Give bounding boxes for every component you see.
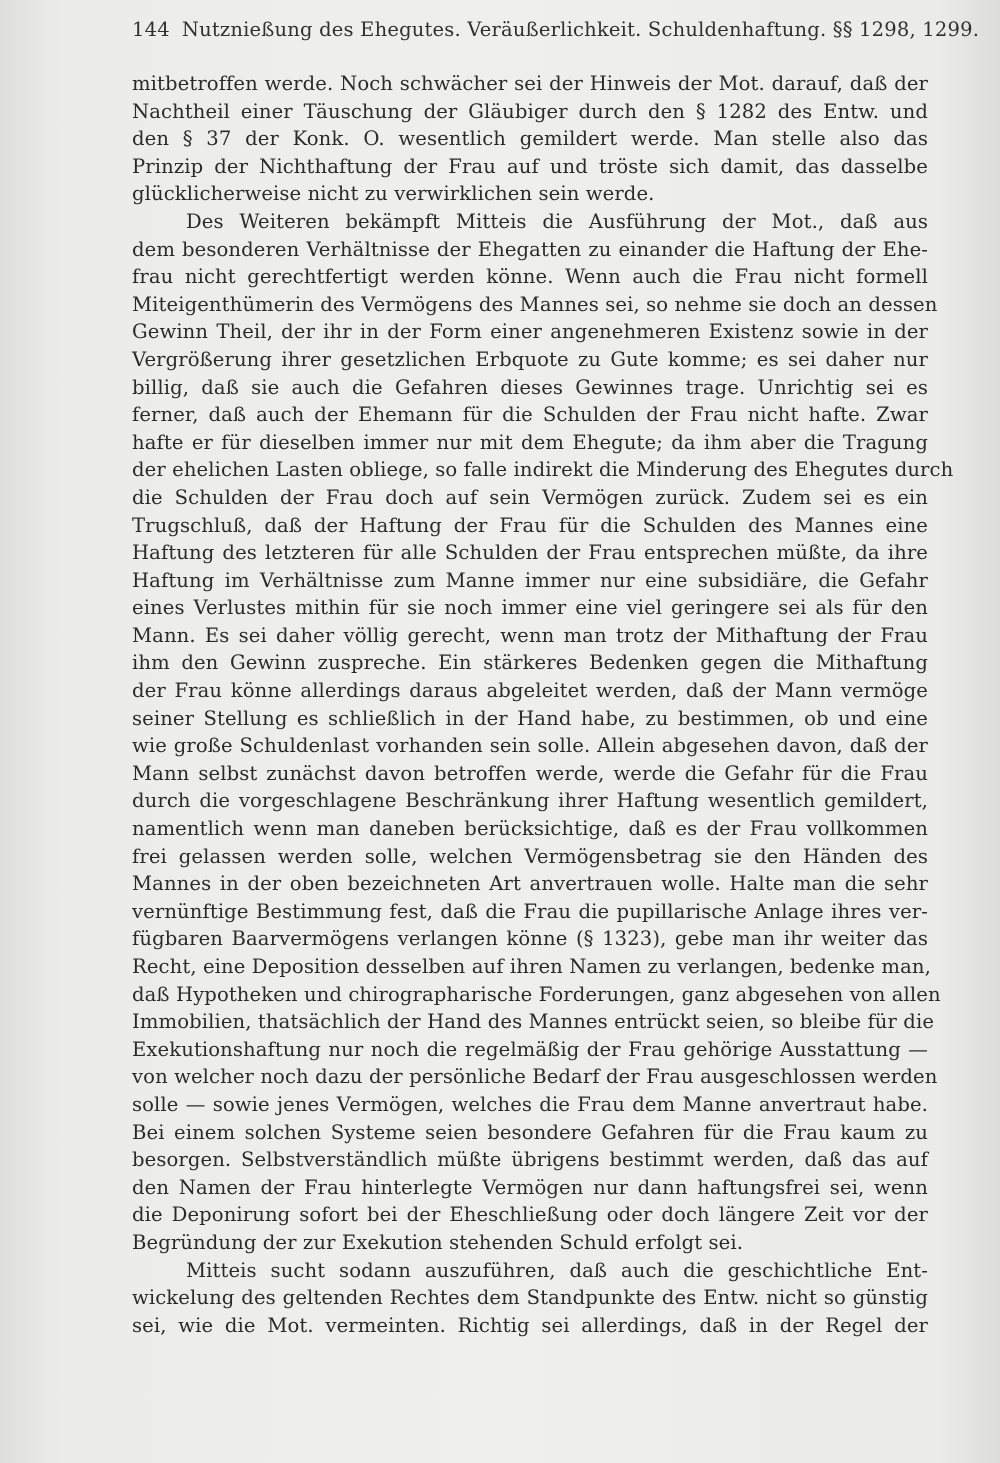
text-line: durch die vorgeschlagene Beschränkung ihrer Haftung wesentlich gemildert, [132, 789, 928, 813]
text-line: sei, wie die Mot. vermeinten. Richtig sei allerdings, daß in der Regel der [132, 1313, 928, 1337]
text-line: hafte er für dieselben immer nur mit dem Ehegute; da ihm aber die Tragung [132, 430, 928, 454]
paragraph [132, 208, 954, 1257]
page-number: 144 [132, 18, 170, 41]
text-line: Trugschluß, daß der Haftung der Frau für die Schulden des Mannes eine [132, 513, 928, 537]
text-line: Miteigenthümerin des Vermögens des Mannes sei, so nehme sie doch an dessen [132, 292, 938, 316]
text-line: Prinzip der Nichthaftung der Frau auf und tröste sich damit, das dasselbe [132, 154, 928, 178]
text-line: Des Weiteren bekämpft Mitteis die Ausführung der Mot., daß aus [186, 209, 928, 233]
page-header [132, 18, 980, 62]
text-line: vernünftige Bestimmung fest, daß die Frau die pupillarische Anlage ihres ver- [132, 899, 928, 923]
text-line: solle — sowie jenes Vermögen, welches die Frau dem Manne anvertraut habe. [132, 1092, 928, 1116]
running-title: Nutznießung des Ehegutes. Veräußerlichkeit. Schuldenhaftung. §§ 1298, 1299. [181, 18, 980, 41]
text-line: seiner Stellung es schließlich in der Hand habe, zu bestimmen, ob und eine [132, 706, 928, 730]
paragraph [132, 1257, 928, 1340]
text-line: Recht, eine Deposition desselben auf ihren Namen zu verlangen, bedenke man, [132, 955, 931, 978]
text-line: mitbetroffen werde. Noch schwächer sei der Hinweis der Mot. darauf, daß der [132, 72, 928, 95]
text-line: den § 37 der Konk. O. wesentlich gemildert werde. Man stelle also das [132, 127, 928, 151]
text-line: Begründung der zur Exekution stehenden Schuld erfolgt sei. [132, 1230, 744, 1254]
text-line: eines Verlustes mithin für sie noch immer eine viel geringere sei als für den [132, 596, 928, 620]
text-line: Mann selbst zunächst davon betroffen werde, werde die Gefahr für die Frau [132, 761, 928, 785]
text-line: Haftung des letzteren für alle Schulden der Frau entsprechen müßte, da ihre [132, 541, 928, 565]
text-line: ferner, daß auch der Ehemann für die Schulden der Frau nicht hafte. Zwar [132, 403, 928, 427]
text-line: namentlich wenn man daneben berücksichtige, daß es der Frau vollkommen [132, 817, 928, 841]
text-line: der Frau könne allerdings daraus abgeleitet werden, daß der Mann vermöge [132, 679, 928, 703]
text-line: die Schulden der Frau doch auf sein Vermögen zurück. Zudem sei es ein [132, 485, 928, 509]
text-line: wickelung des geltenden Rechtes dem Standpunkte des Entw. nicht so günstig [132, 1286, 928, 1310]
text-line: daß Hypotheken und chirographarische Forderungen, ganz abgesehen von allen [132, 982, 941, 1006]
text-line: Immobilien, thatsächlich der Hand des Mannes entrückt seien, so bleibe für die [132, 1010, 935, 1034]
paragraph [132, 70, 928, 208]
text-line: die Deponirung sofort bei der Eheschließung oder doch längere Zeit vor der [132, 1203, 928, 1227]
text-line: besorgen. Selbstverständlich müßte übrigens bestimmt werden, daß das auf [132, 1148, 928, 1172]
text-line: Bei einem solchen Systeme seien besondere Gefahren für die Frau kaum zu [132, 1120, 928, 1144]
body-text [132, 70, 954, 1339]
text-line: Exekutionshaftung nur noch die regelmäßig der Frau gehörige Ausstattung — [132, 1037, 928, 1061]
text-line: Nachtheil einer Täuschung der Gläubiger durch den § 1282 des Entw. und [132, 99, 928, 123]
text-line: glücklicherweise nicht zu verwirklichen sein werde. [132, 182, 655, 206]
text-line: ihm den Gewinn zuspreche. Ein stärkeres Bedenken gegen die Mithaftung [132, 651, 928, 675]
text-line: frau nicht gerechtfertigt werden könne. Wenn auch die Frau nicht formell [132, 265, 928, 289]
text-line: fügbaren Baarvermögens verlangen könne (§ 1323), gebe man ihr weiter das [132, 927, 928, 951]
text-line: den Namen der Frau hinterlegte Vermögen nur dann haftungsfrei sei, wenn [132, 1175, 928, 1199]
text-line: frei gelassen werden solle, welchen Vermögensbetrag sie den Händen des [132, 844, 928, 868]
text-line: Mann. Es sei daher völlig gerecht, wenn man trotz der Mithaftung der Frau [132, 623, 928, 647]
text-line: Vergrößerung ihrer gesetzlichen Erbquote zu Gute komme; es sei daher nur [132, 347, 928, 371]
text-line: wie große Schuldenlast vorhanden sein solle. Allein abgesehen davon, daß der [132, 734, 928, 758]
text-line: Mitteis sucht sodann auszuführen, daß auch die geschichtliche Ent- [186, 1258, 928, 1282]
text-line: der ehelichen Lasten obliege, so falle indirekt die Minderung des Ehegutes durch [132, 458, 954, 482]
text-line: billig, daß sie auch die Gefahren dieses Gewinnes trage. Unrichtig sei es [132, 375, 928, 399]
text-line: Mannes in der oben bezeichneten Art anvertrauen wolle. Halte man die sehr [132, 872, 928, 896]
text-line: Haftung im Verhältnisse zum Manne immer nur eine subsidiäre, die Gefahr [132, 568, 928, 592]
text-line: von welcher noch dazu der persönliche Bedarf der Frau ausgeschlossen werden [132, 1065, 938, 1089]
text-line: dem besonderen Verhältnisse der Ehegatten zu einander die Haftung der Ehe- [132, 237, 928, 261]
text-line: Gewinn Theil, der ihr in der Form einer angenehmeren Existenz sowie in der [132, 320, 928, 344]
